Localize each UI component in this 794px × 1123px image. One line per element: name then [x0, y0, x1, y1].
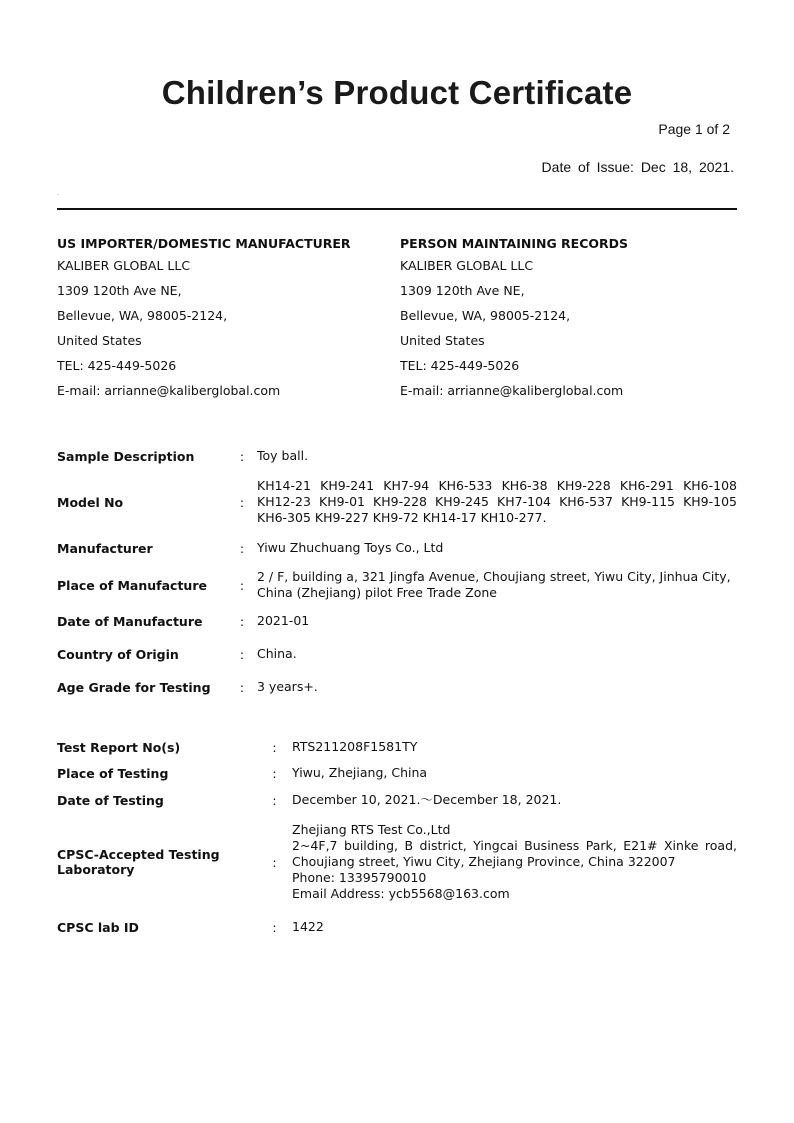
manufacturer-label: Manufacturer: [57, 540, 153, 556]
place-of-testing-value: Yiwu, Zhejiang, China: [292, 765, 428, 780]
country-of-origin-value: China.: [257, 646, 297, 661]
colon: :: [239, 494, 245, 510]
lab-id-row: [57, 917, 737, 937]
colon: :: [239, 540, 245, 556]
age-grade-row: [57, 676, 737, 698]
product-details: [57, 445, 737, 698]
importer-country: United States: [57, 333, 142, 348]
testing-details: [57, 737, 737, 937]
records-email: E-mail: arrianne@kaliberglobal.com: [400, 383, 624, 398]
document-title: Children’s Product Certificate: [161, 74, 633, 111]
date-of-testing-label: Date of Testing: [57, 792, 164, 808]
manufacturer-value: Yiwu Zhuchuang Toys Co., Ltd: [257, 540, 444, 555]
colon: :: [239, 448, 245, 464]
place-of-testing-label: Place of Testing: [57, 765, 169, 781]
laboratory-row: [57, 821, 737, 903]
importer-tel: TEL: 425-449-5026: [57, 358, 177, 373]
colon: :: [272, 919, 277, 935]
records-country: United States: [400, 333, 485, 348]
colon: :: [272, 792, 277, 808]
report-no-label: Test Report No(s): [57, 739, 181, 755]
place-of-testing-row: [57, 763, 737, 783]
colon: :: [272, 739, 277, 755]
date-of-issue: Date of Issue: Dec 18, 2021.: [541, 159, 734, 175]
sample-description-label: Sample Description: [57, 448, 195, 464]
records-block: [400, 236, 628, 407]
laboratory-name: Zhejiang RTS Test Co.,Ltd: [292, 822, 451, 837]
header-divider: [57, 208, 737, 210]
date-of-testing-value: December 10, 2021.～December 18, 2021.: [292, 792, 562, 807]
place-of-manufacture-value: 2 / F, building a, 321 Jingfa Avenue, Choujiang street, Yiwu City, Jinhua City, China (Zhejiang) pilot Free Trade Zone: [257, 569, 731, 600]
importer-block: [57, 236, 351, 407]
place-of-manufacture-label: Place of Manufacture: [57, 577, 207, 593]
age-grade-value: 3 years+.: [257, 679, 318, 694]
country-of-origin-row: [57, 643, 737, 665]
colon: :: [272, 854, 277, 870]
stray-dot: .: [57, 190, 59, 197]
records-city: Bellevue, WA, 98005-2124,: [400, 308, 571, 323]
sample-description-value: Toy ball.: [257, 448, 309, 463]
records-street: 1309 120th Ave NE,: [400, 283, 525, 298]
records-heading: PERSON MAINTAINING RECORDS: [400, 236, 629, 251]
importer-city: Bellevue, WA, 98005-2124,: [57, 308, 228, 323]
model-no-row: [57, 472, 737, 532]
colon: :: [239, 577, 245, 593]
date-of-testing-row: [57, 790, 737, 810]
lab-id-value: 1422: [292, 919, 324, 934]
model-no-value: KH14-21 KH9-241 KH7-94 KH6-533 KH6-38 KH9-228 KH6-291 KH6-108 KH12-23 KH9-01 KH9-228 KH9-245 KH7-104 KH6-537 KH9-115 KH9-105 KH6-305 KH9-227 KH9-72 KH14-17 KH10-277.: [257, 478, 737, 525]
place-of-manufacture-row: [57, 565, 737, 605]
laboratory-phone: Phone: 13395790010: [292, 870, 427, 885]
lab-id-label: CPSC lab ID: [57, 919, 139, 935]
importer-email: E-mail: arrianne@kaliberglobal.com: [57, 383, 281, 398]
laboratory-email: Email Address: ycb5568@163.com: [292, 886, 510, 901]
colon: :: [272, 765, 277, 781]
date-of-manufacture-value: 2021-01: [257, 613, 310, 628]
importer-company: KALIBER GLOBAL LLC: [57, 258, 191, 273]
laboratory-details: [292, 822, 737, 902]
laboratory-address: 2~4F,7 building, B district, Yingcai Business Park, E21# Xinke road, Choujiang street, Yiwu City, Zhejiang Province, China 322007: [292, 838, 737, 869]
date-of-manufacture-label: Date of Manufacture: [57, 613, 203, 629]
model-no-label: Model No: [57, 494, 124, 510]
page-number: Page 1 of 2: [658, 121, 730, 137]
laboratory-label: CPSC-Accepted Testing Laboratory: [57, 847, 220, 877]
colon: :: [239, 679, 245, 695]
records-tel: TEL: 425-449-5026: [400, 358, 520, 373]
importer-heading: US IMPORTER/DOMESTIC MANUFACTURER: [57, 236, 351, 251]
report-no-value: RTS211208F1581TY: [292, 739, 418, 754]
colon: :: [239, 613, 245, 629]
date-of-manufacture-row: [57, 610, 737, 632]
colon: :: [239, 646, 245, 662]
importer-street: 1309 120th Ave NE,: [57, 283, 182, 298]
manufacturer-row: [57, 537, 737, 559]
sample-description-row: [57, 445, 737, 467]
country-of-origin-label: Country of Origin: [57, 646, 179, 662]
records-company: KALIBER GLOBAL LLC: [400, 258, 534, 273]
age-grade-label: Age Grade for Testing: [57, 679, 211, 695]
report-no-row: [57, 737, 737, 757]
